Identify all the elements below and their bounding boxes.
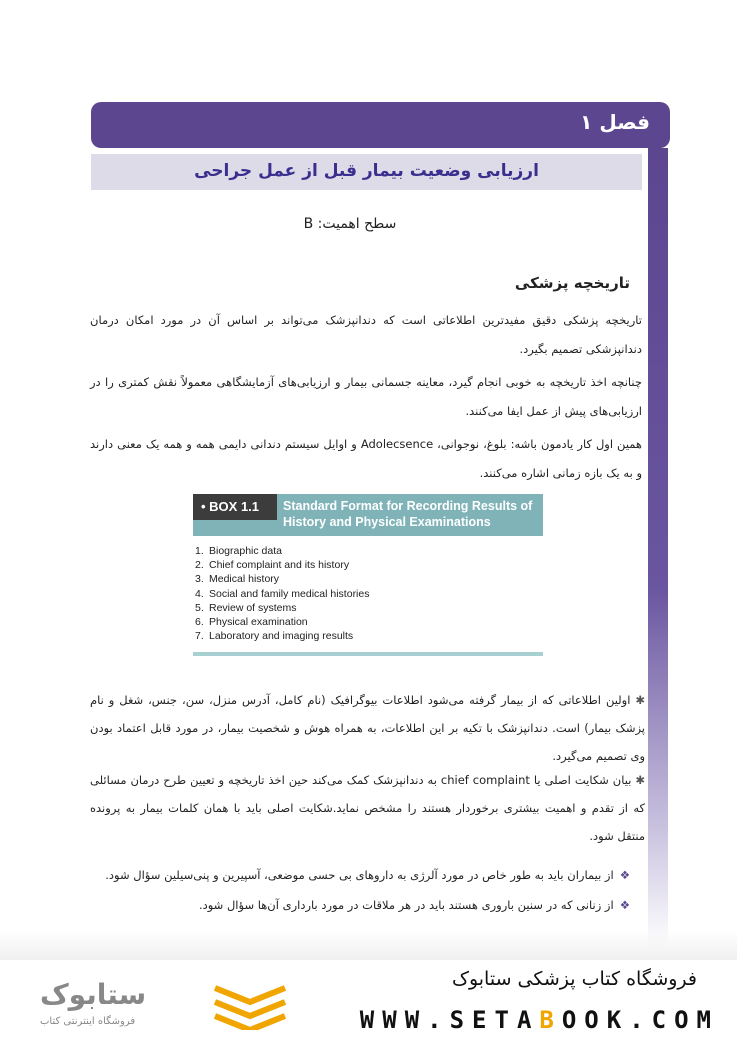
footer-fade xyxy=(0,930,737,960)
note-1: ❖از بیماران باید به طور خاص در مورد آلرژی به داروهای بی حسی موضعی، آسپیرین و پنی‌سیلین سؤال شود. xyxy=(105,868,630,882)
list-item: 7. Laboratory and imaging results xyxy=(195,630,354,643)
side-accent-band xyxy=(648,148,668,948)
list-item: 2. Chief complaint and its history xyxy=(195,559,350,572)
list-item: 1. Biographic data xyxy=(195,545,282,557)
title-banner xyxy=(91,154,642,190)
store-name: فروشگاه کتاب پزشکی ستابوک xyxy=(451,968,697,990)
star-bullet-icon: ✱ xyxy=(630,693,645,707)
bullet-paragraph-1: ✱ اولین اطلاعاتی که از بیمار گرفته می‌شود اطلاعات بیوگرافیک (نام کامل، آدرس منزل، سن، جنس، شغل و نام پزشک بیمار) است. دندانپزشک با تکیه بر این اطلاعات، به همراه هوش و شخصیت بیمار، در مورد قابل اعتماد بودن وی تصمیم می‌گیرد. xyxy=(90,693,645,763)
section-heading: تاریخچه پزشکی xyxy=(514,274,630,292)
chevron-logo-icon xyxy=(210,980,290,1030)
list-item: 4. Social and family medical histories xyxy=(195,587,370,600)
logo-tagline: فروشگاه اینترنتی کتاب xyxy=(40,1016,136,1027)
diamond-bullet-icon: ❖ xyxy=(619,868,630,882)
store-url[interactable]: WWW.SETABOOK.COM xyxy=(359,1006,719,1034)
box-list xyxy=(195,544,369,643)
list-item: 6. Physical examination xyxy=(195,616,308,629)
importance-level: سطح اهمیت: B xyxy=(303,216,397,232)
box-header xyxy=(193,494,543,536)
box-1-1 xyxy=(193,494,543,658)
box-bottom-rule xyxy=(193,652,543,656)
paragraph-3: همین اول کار یادمون باشه: بلوغ، نوجوانی، Adolecsence و اوایل سیستم دندانی دایمی همه و همه یک معنی دارند و به یک بازه زمانی اشاره می‌کنند. xyxy=(90,437,642,480)
bullet-paragraph-2: ✱ بیان شکایت اصلی یا chief complaint به دندانپزشک کمک می‌کند حین اخذ تاریخچه و تعیین طرح درمان مسائلی که از تقدم و اهمیت بیشتری برخوردار هستند را مشخص نماید.شکایت اصلی باید با همان کلمات بیمار به پرونده منتقل شود. xyxy=(90,773,645,843)
note-2: ❖از زنانی که در سنین باروری هستند باید در هر ملاقات در مورد بارداری آن‌ها سؤال شود. xyxy=(198,898,630,912)
diamond-bullet-icon: ❖ xyxy=(619,898,630,912)
list-item: 3. Medical history xyxy=(195,573,280,586)
chapter-header-bar xyxy=(91,102,670,148)
star-bullet-icon: ✱ xyxy=(631,773,645,787)
chapter-label: فصل ۱ xyxy=(580,110,650,134)
box-title: Standard Format for Recording Results of History and Physical Examinations xyxy=(283,499,533,529)
page-title: ارزیابی وضعیت بیمار قبل از عمل جراحی xyxy=(194,161,539,181)
footer-banner xyxy=(0,960,737,1042)
logo-wordmark: ستابوک xyxy=(40,978,147,1011)
box-tag: • BOX 1.1 xyxy=(193,494,277,520)
paragraph-1: تاریخچه پزشکی دقیق مفیدترین اطلاعاتی است که دندانپزشک می‌تواند بر اساس آن در مورد امکان درمان دندانپزشکی تصمیم بگیرد. xyxy=(90,313,642,356)
paragraph-2: چنانچه اخذ تاریخچه به خوبی انجام گیرد، معاینه جسمانی بیمار و ارزیابی‌های آزمایشگاهی معمولاً نقش کمتری را در ارزیابی‌های پیش از عمل ایفا می‌کنند. xyxy=(90,375,642,418)
list-item: 5. Review of systems xyxy=(195,601,297,614)
